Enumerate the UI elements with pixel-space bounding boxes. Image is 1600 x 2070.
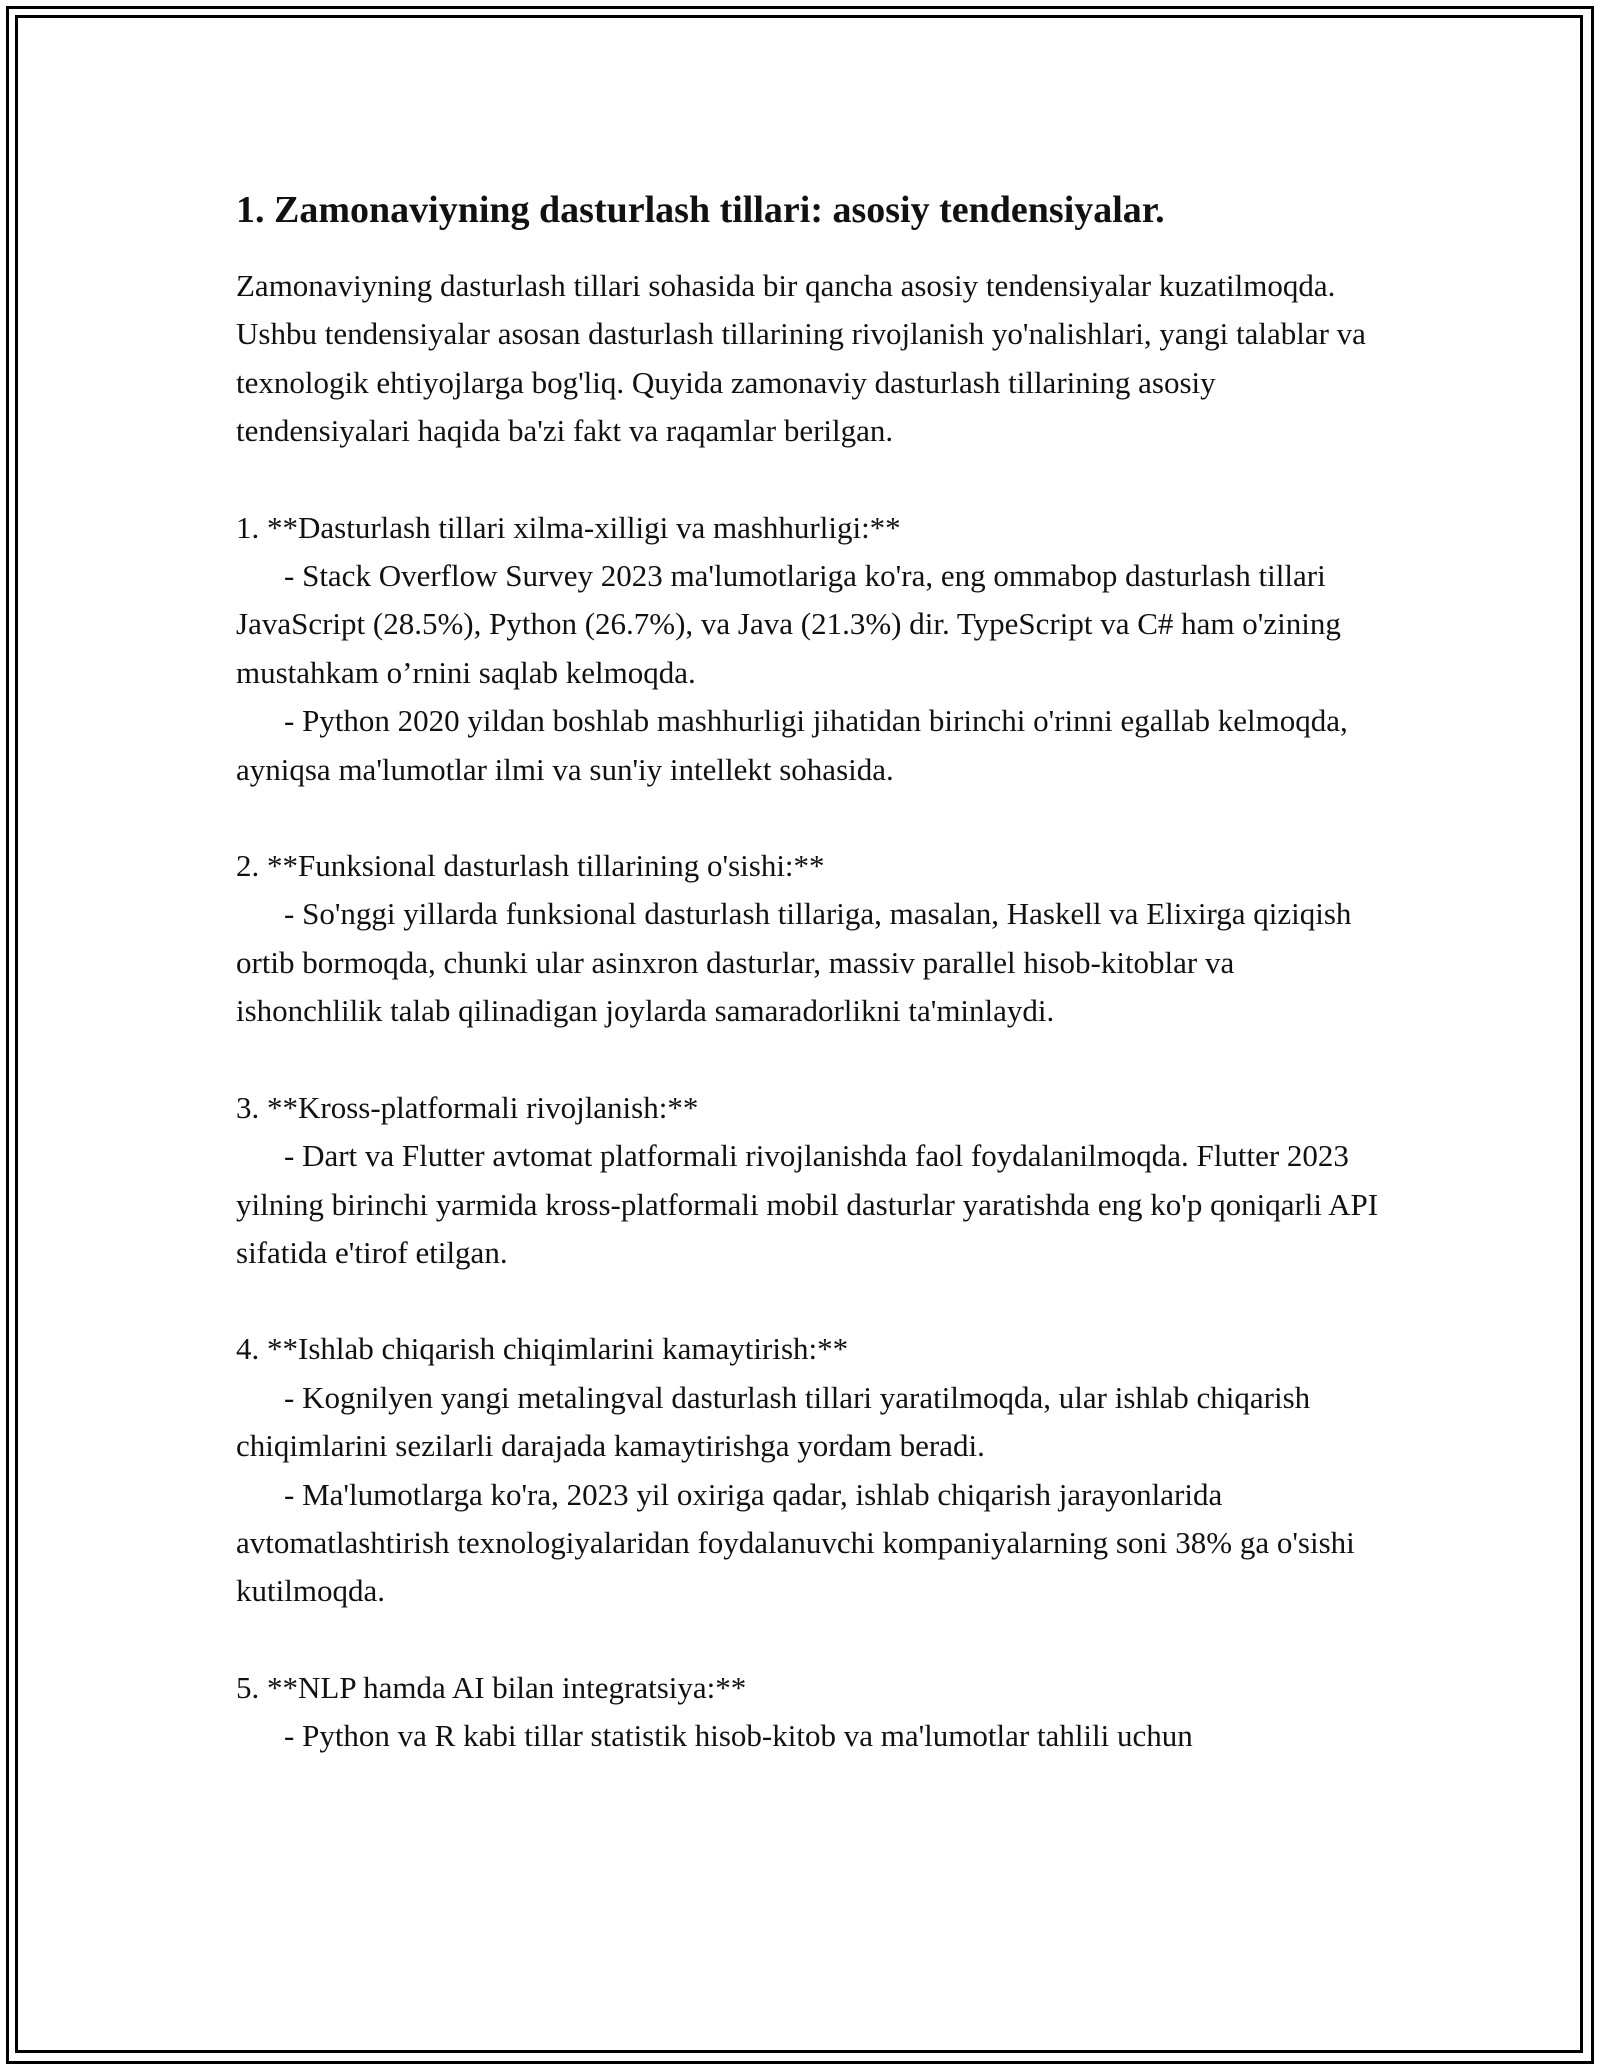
- section-bullet: - So'nggi yillarda funksional dasturlash tillariga, masalan, Haskell va Elixirga qiziqish ortib bormoqda, chunki ular asinxron dasturlar, massiv parallel hisob-kitoblar va ishonchlilik talab qilinadigan joylarda samaradorlikni ta'minlaydi.: [236, 896, 1352, 1029]
- section-bullet: - Python 2020 yildan boshlab mashhurligi jihatidan birinchi o'rinni egallab kelmoqda, ayniqsa ma'lumotlar ilmi va sun'iy intellekt sohasida.: [236, 703, 1348, 787]
- section-bullet: - Stack Overflow Survey 2023 ma'lumotlariga ko'ra, eng ommabop dasturlash tillari JavaScript (28.5%), Python (26.7%), va Java (21.3%) dir. TypeScript va C# ham o'zining mustahkam o’rnini saqlab kelmoqda.: [236, 558, 1341, 690]
- section-bullet: - Kognilyen yangi metalingval dasturlash tillari yaratilmoqda, ular ishlab chiqarish chiqimlarini sezilarli darajada kamaytirishga yordam beradi.: [236, 1379, 1311, 1464]
- section-1: [236, 504, 1386, 794]
- section-5: [236, 1664, 1386, 1761]
- section-bullet: - Python va R kabi tillar statistik hisob-kitob va ma'lumotlar tahlili uchun: [284, 1718, 1193, 1754]
- document-title: 1. Zamonaviyning dasturlash tillari: asosiy tendensiyalar.: [236, 189, 1165, 231]
- section-bullet: - Ma'lumotlarga ko'ra, 2023 yil oxiriga qadar, ishlab chiqarish jarayonlarida avtomatlashtirish texnologiyalaridan foydalanuvchi kompaniyalarning soni 38% ga o'sishi kutilmoqda.: [236, 1476, 1355, 1609]
- section-3: [236, 1084, 1386, 1278]
- section-heading: 3. **Kross-platformali rivojlanish:**: [236, 1089, 699, 1125]
- section-heading: 5. **NLP hamda AI bilan integratsiya:**: [236, 1669, 747, 1705]
- section-heading: 1. **Dasturlash tillari xilma-xilligi va mashhurligi:**: [236, 509, 901, 545]
- section-heading: 4. **Ishlab chiqarish chiqimlarini kamaytirish:**: [236, 1331, 849, 1367]
- section-2: [236, 842, 1386, 1036]
- section-4: [236, 1325, 1386, 1615]
- intro-paragraph: Zamonaviyning dasturlash tillari sohasida bir qancha asosiy tendensiyalar kuzatilmoqda. Ushbu tendensiyalar asosan dasturlash tillarining rivojlanish yo'nalishlari, yangi talablar va texnologik ehtiyojlarga bog'liq. Quyida zamonaviy dasturlash tillarining asosiy tendensiyalari haqida ba'zi fakt va raqamlar berilgan.: [236, 268, 1366, 449]
- document-body: [236, 186, 1386, 1761]
- section-heading: 2. **Funksional dasturlash tillarining o'sishi:**: [236, 848, 825, 884]
- section-bullet: - Dart va Flutter avtomat platformali rivojlanishda faol foydalanilmoqda. Flutter 2023 yilning birinchi yarmida kross-platformali mobil dasturlar yaratishda eng ko'p qoniqarli API sifatida e'tirof etilgan.: [236, 1138, 1379, 1270]
